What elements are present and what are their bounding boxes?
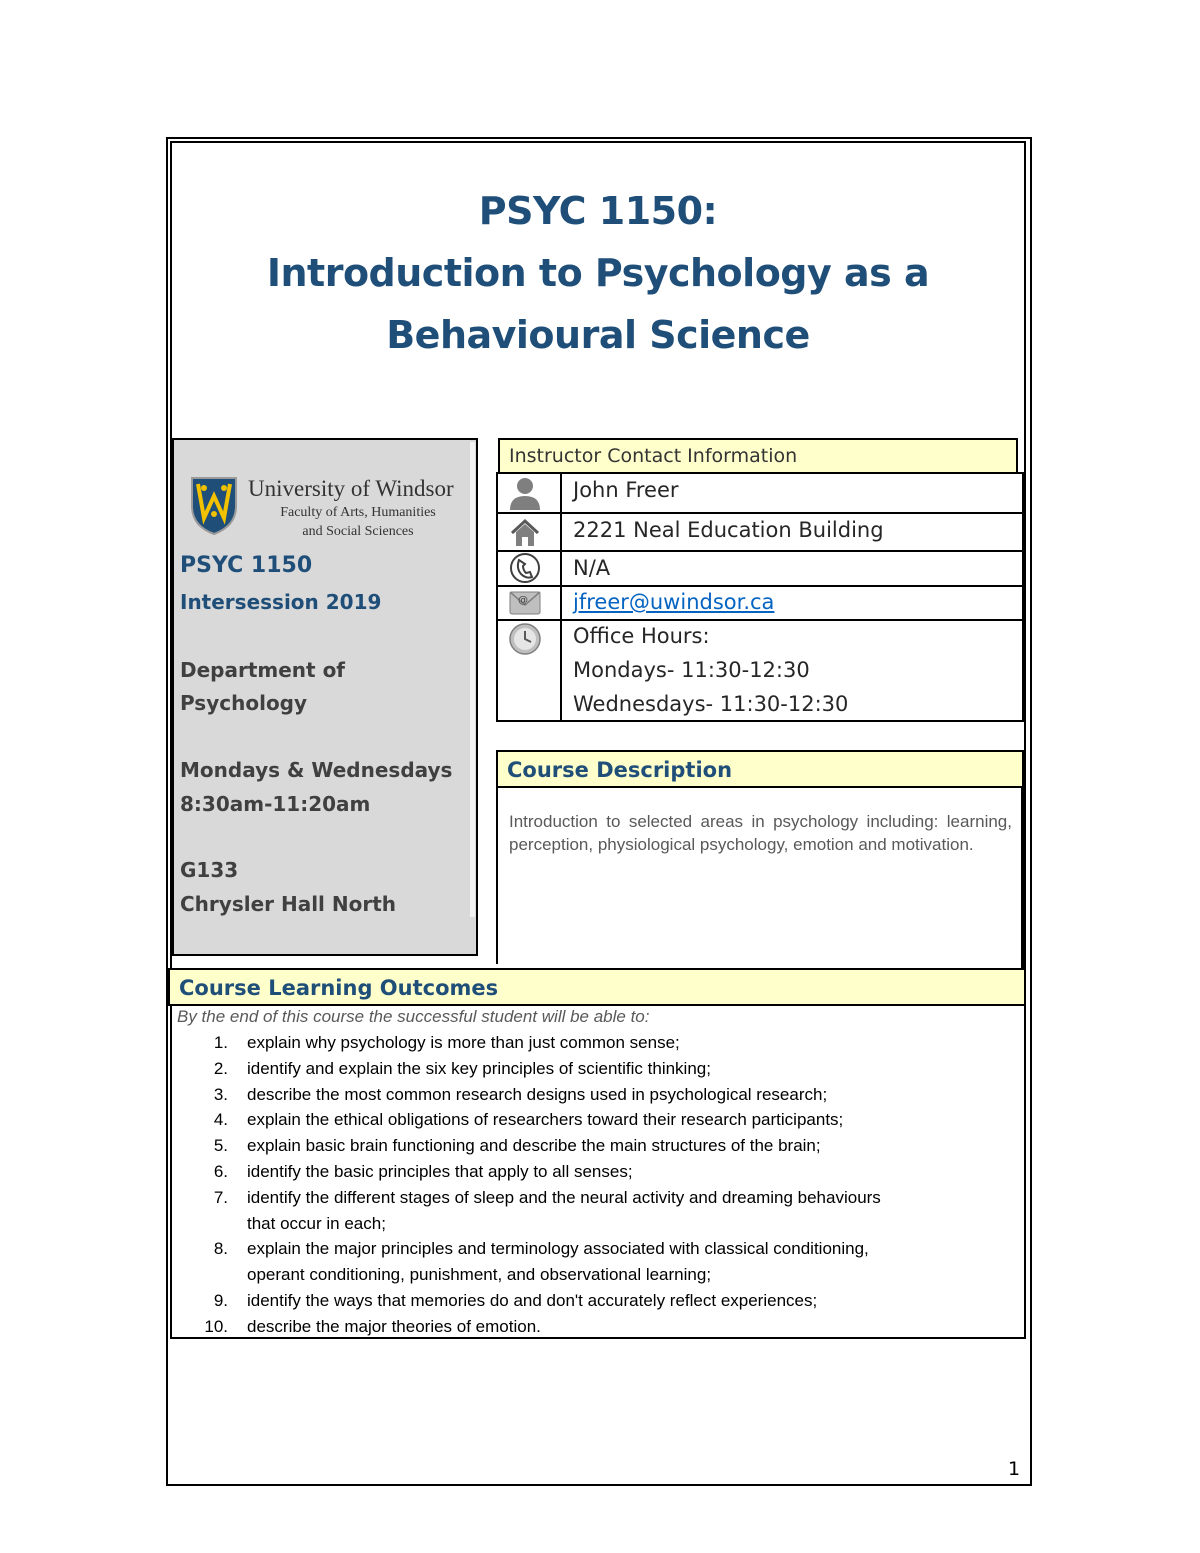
learning-outcome-item <box>180 1056 1010 1082</box>
home-icon <box>506 516 544 550</box>
learning-outcomes-intro: By the end of this course the successful student will be able to: <box>177 1007 650 1026</box>
sidebar-term: Intersession 2019 <box>180 590 382 614</box>
phone-icon <box>506 551 544 585</box>
learning-outcome-text: explain basic brain functioning and describe the main structures of the brain; <box>247 1136 821 1156</box>
title-line-2: Introduction to Psychology as a <box>266 251 930 295</box>
learning-outcome-number: 8. <box>213 1239 228 1259</box>
instructor-phone: N/A <box>573 556 611 580</box>
learning-outcome-item <box>180 1159 1010 1185</box>
learning-outcome-text: explain why psychology is more than just common sense; <box>247 1033 680 1052</box>
learning-outcome-item <box>180 1082 1010 1108</box>
contact-row-divider <box>498 585 1022 587</box>
logo-university-name: University of Windsor <box>248 476 454 501</box>
learning-outcome-item <box>180 1236 1010 1288</box>
learning-outcome-number: 7. <box>213 1187 228 1207</box>
sidebar-schedule-time: 8:30am-11:20am <box>180 792 371 816</box>
learning-outcome-item <box>180 1133 1010 1159</box>
sidebar-schedule-days: Mondays & Wednesdays <box>180 758 453 782</box>
course-description-text: Introduction to selected areas in psychology including: learning, perception, physiological psychology, emotion and motivation. <box>509 812 1012 854</box>
learning-outcome-number: 9. <box>213 1290 228 1310</box>
learning-outcomes-header: Course Learning Outcomes <box>168 968 1026 1006</box>
instructor-email-link[interactable]: jfreer@uwindsor.ca <box>573 590 775 614</box>
learning-outcome-text: identify the basic principles that apply to all senses; <box>247 1161 633 1181</box>
clock-icon <box>506 622 544 656</box>
office-hours-label: Office Hours: <box>573 624 710 648</box>
contact-column-divider <box>560 474 562 720</box>
page-number: 1 <box>1008 1458 1021 1480</box>
office-hours-wednesday: Wednesdays- 11:30-12:30 <box>573 692 849 716</box>
learning-outcome-number: 6. <box>213 1161 228 1181</box>
logo-faculty-line-2: and Social Sciences <box>302 524 414 539</box>
instructor-header: Instructor Contact Information <box>498 438 1018 474</box>
learning-outcome-number: 5. <box>213 1136 228 1156</box>
learning-outcome-text: explain the major principles and terminology associated with classical conditioning, <box>247 1239 869 1259</box>
contact-row-divider <box>498 619 1022 621</box>
sidebar-room: G133 <box>180 858 239 882</box>
learning-outcome-text: identify and explain the six key principles of scientific thinking; <box>247 1058 711 1078</box>
learning-outcome-item <box>180 1185 1010 1237</box>
description-right-border <box>1021 786 1024 968</box>
panel-edge-highlight <box>470 442 475 917</box>
learning-outcome-text: explain the ethical obligations of researchers toward their research participants; <box>247 1110 844 1130</box>
title-line-3: Behavioural Science <box>386 313 810 357</box>
sidebar-department-line-1: Department of <box>180 658 346 682</box>
contact-row-divider <box>498 550 1022 552</box>
learning-outcome-text: identify the different stages of sleep and the neural activity and dreaming behaviours <box>247 1187 881 1207</box>
logo-faculty-line-1: Faculty of Arts, Humanities <box>280 505 436 520</box>
office-hours-monday: Mondays- 11:30-12:30 <box>573 658 810 682</box>
learning-outcome-item <box>180 1314 1010 1340</box>
learning-outcome-number: 1. <box>213 1033 228 1052</box>
learning-outcome-item <box>180 1107 1010 1133</box>
svg-text:@: @ <box>518 595 528 606</box>
course-title <box>172 180 1024 366</box>
person-icon <box>506 476 544 510</box>
university-shield-logo <box>188 474 240 536</box>
learning-outcome-number: 3. <box>213 1084 228 1104</box>
sidebar-building: Chrysler Hall North <box>180 892 397 916</box>
instructor-office: 2221 Neal Education Building <box>573 518 884 542</box>
learning-outcome-text: operant conditioning, punishment, and observational learning; <box>247 1265 712 1285</box>
logo-faculty-name <box>248 503 468 541</box>
learning-outcome-item <box>180 1288 1010 1314</box>
learning-outcome-number: 4. <box>213 1110 228 1130</box>
sidebar-department-line-2: Psychology <box>180 691 308 715</box>
learning-outcome-number: 2. <box>213 1058 228 1078</box>
learning-outcome-item <box>180 1030 1010 1056</box>
sidebar-course-code: PSYC 1150 <box>180 553 313 578</box>
learning-outcome-text: identify the ways that memories do and don't accurately reflect experiences; <box>247 1290 818 1310</box>
learning-outcome-text: that occur in each; <box>247 1213 386 1233</box>
learning-outcomes-list <box>180 1030 1010 1340</box>
description-left-border <box>496 786 498 964</box>
email-icon <box>506 586 544 620</box>
contact-row-divider <box>498 512 1022 514</box>
instructor-name: John Freer <box>573 478 679 502</box>
learning-outcome-text: describe the most common research designs used in psychological research; <box>247 1084 828 1104</box>
learning-outcome-number: 10. <box>204 1316 228 1336</box>
course-description-header: Course Description <box>496 750 1024 788</box>
learning-outcome-text: describe the major theories of emotion. <box>247 1316 541 1336</box>
title-line-1: PSYC 1150: <box>478 189 718 233</box>
